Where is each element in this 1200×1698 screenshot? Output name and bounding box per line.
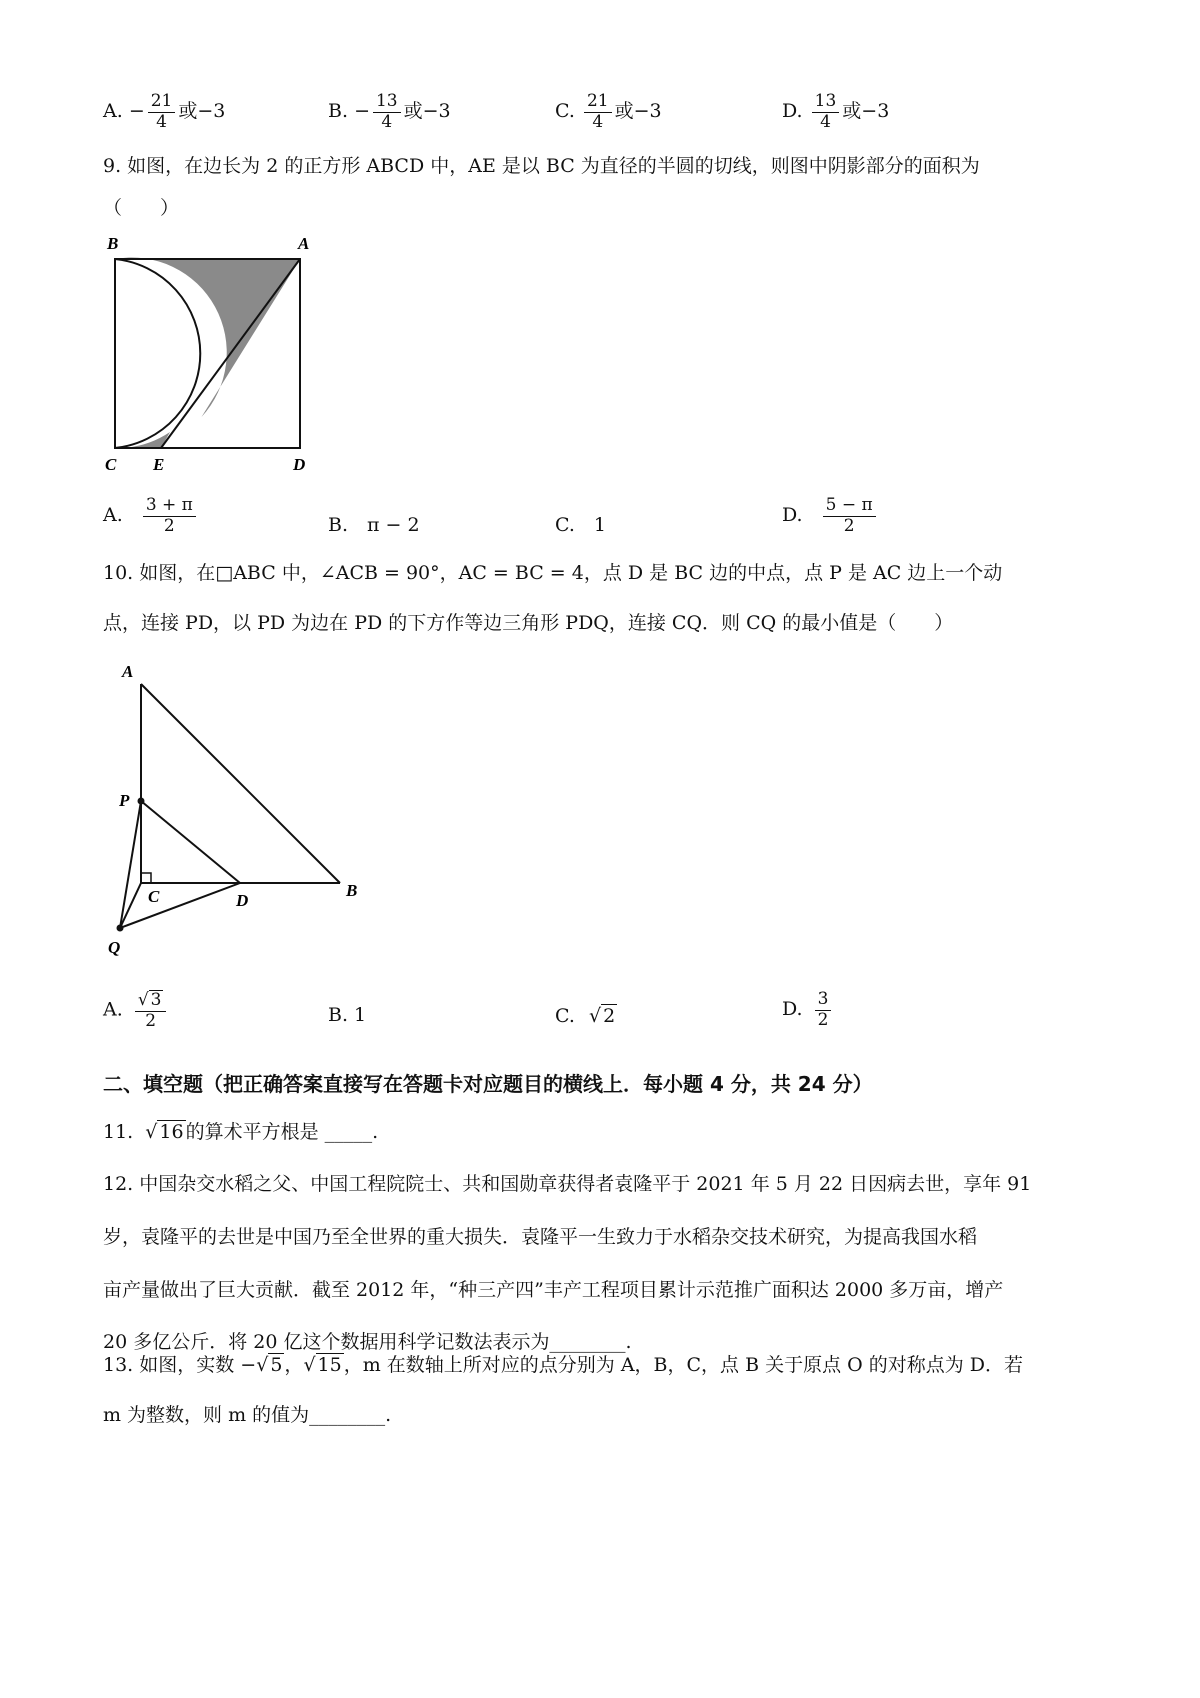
q9-option-b: B. π − 2 [328,514,420,536]
q10-line-pd [141,801,240,883]
q10-label-a: A [122,662,134,681]
q10-label-q: Q [108,938,121,957]
section-2-title: 二、填空题（把正确答案直接写在答题卡对应题目的横线上．每小题 4 分，共 24 分） [103,1072,873,1096]
q10-label-b: B [346,881,358,900]
q9-option-c: C. 1 [555,514,606,536]
q13-line-2: m 为整数，则 m 的值为________. [103,1404,392,1426]
q9-label-d: D [293,455,306,474]
q10-label-d: D [236,891,249,910]
q12-line-4: 20 多亿公斤．将 20 亿这个数据用科学记数法表示为________. [103,1331,632,1353]
q10-label-p: P [119,791,130,810]
q8-option-b: B. − $\frac{13}{4}$ 或−3 [328,91,451,132]
q10-label-c: C [148,887,160,906]
q11: 11. √ 16 的算术平方根是 _____. [103,1121,379,1143]
fraction: $\frac{13}{4}$ [812,92,840,132]
q10-option-b: B. 1 [328,1004,367,1026]
q10-line-1: 10. 如图，在□ABC 中，∠ACB = 90°，AC = BC = 4，点 D 是 BC 边的中点，点 P 是 AC 边上一个动 [103,562,1003,584]
fraction: $\frac{√ 3}{2}$ [135,990,167,1031]
q10-line-2: 点，连接 PD，以 PD 为边在 PD 的下方作等边三角形 PDQ，连接 CQ．则 CQ 的最小值是（ ） [103,612,954,634]
q9-line-2: （ ） [103,197,180,219]
fraction: $\frac{3 + \pi}{2}$ [143,496,196,536]
q9-shaded-region-upper [115,258,300,417]
q10-right-angle-mark [141,873,151,883]
q10-point-q [117,925,124,932]
q13-line-1: 13. 如图，实数 −√ 5 ，√ 15 ，m 在数轴上所对应的点分别为 A，B，C，点 B 关于原点 O 的对称点为 D．若 [103,1354,1024,1376]
q9-label-c: C [105,455,117,474]
q9-figure [100,232,320,477]
q9-option-a: A. $\frac{3 + \pi}{2}$ [103,496,199,536]
q8-option-a: A. − $\frac{21}{4}$ 或−3 [103,91,226,132]
q12-line-2: 岁，袁隆平的去世是中国乃至全世界的重大损失．袁隆平一生致力于水稻杂交技术研究，为提高我国水稻 [103,1226,978,1248]
q12-line-3: 亩产量做出了巨大贡献．截至 2012 年，“种三产四”丰产工程项目累计示范推广面积达 2000 多万亩，增产 [103,1279,1004,1301]
q10-option-d: D. $\frac{3}{2}$ [782,990,834,1030]
q9-semicircle [115,259,200,448]
q8-option-c: C. $\frac{21}{4}$ 或−3 [555,91,662,132]
q9-option-d: D. $\frac{5 - \pi}{2}$ [782,496,879,536]
q10-line-pq [120,801,141,928]
q8-option-d: D. $\frac{13}{4}$ 或−3 [782,91,890,132]
q10-point-p [138,798,145,805]
q9-line-1: 9. 如图，在边长为 2 的正方形 ABCD 中，AE 是以 BC 为直径的半圆的切线，则图中阴影部分的面积为 [103,155,980,177]
fraction: $\frac{21}{4}$ [148,92,176,132]
q10-line-ab [141,684,340,883]
fraction: $\frac{21}{4}$ [584,92,612,132]
fraction: $\frac{13}{4}$ [373,92,401,132]
q10-option-c: C. √ 2 [555,1005,616,1027]
q10-figure [100,660,370,960]
q9-label-a: A [298,234,310,253]
fraction: $\frac{5 - \pi}{2}$ [823,496,876,536]
q9-label-b: B [107,234,119,253]
q12-line-1: 12. 中国杂交水稻之父、中国工程院院士、共和国勋章获得者袁隆平于 2021 年 5 月 22 日因病去世，享年 91 [103,1173,1032,1195]
q10-option-a: A. $\frac{√ 3}{2}$ [103,990,169,1031]
fraction: $\frac{3}{2}$ [815,990,832,1030]
q9-label-e: E [153,455,165,474]
